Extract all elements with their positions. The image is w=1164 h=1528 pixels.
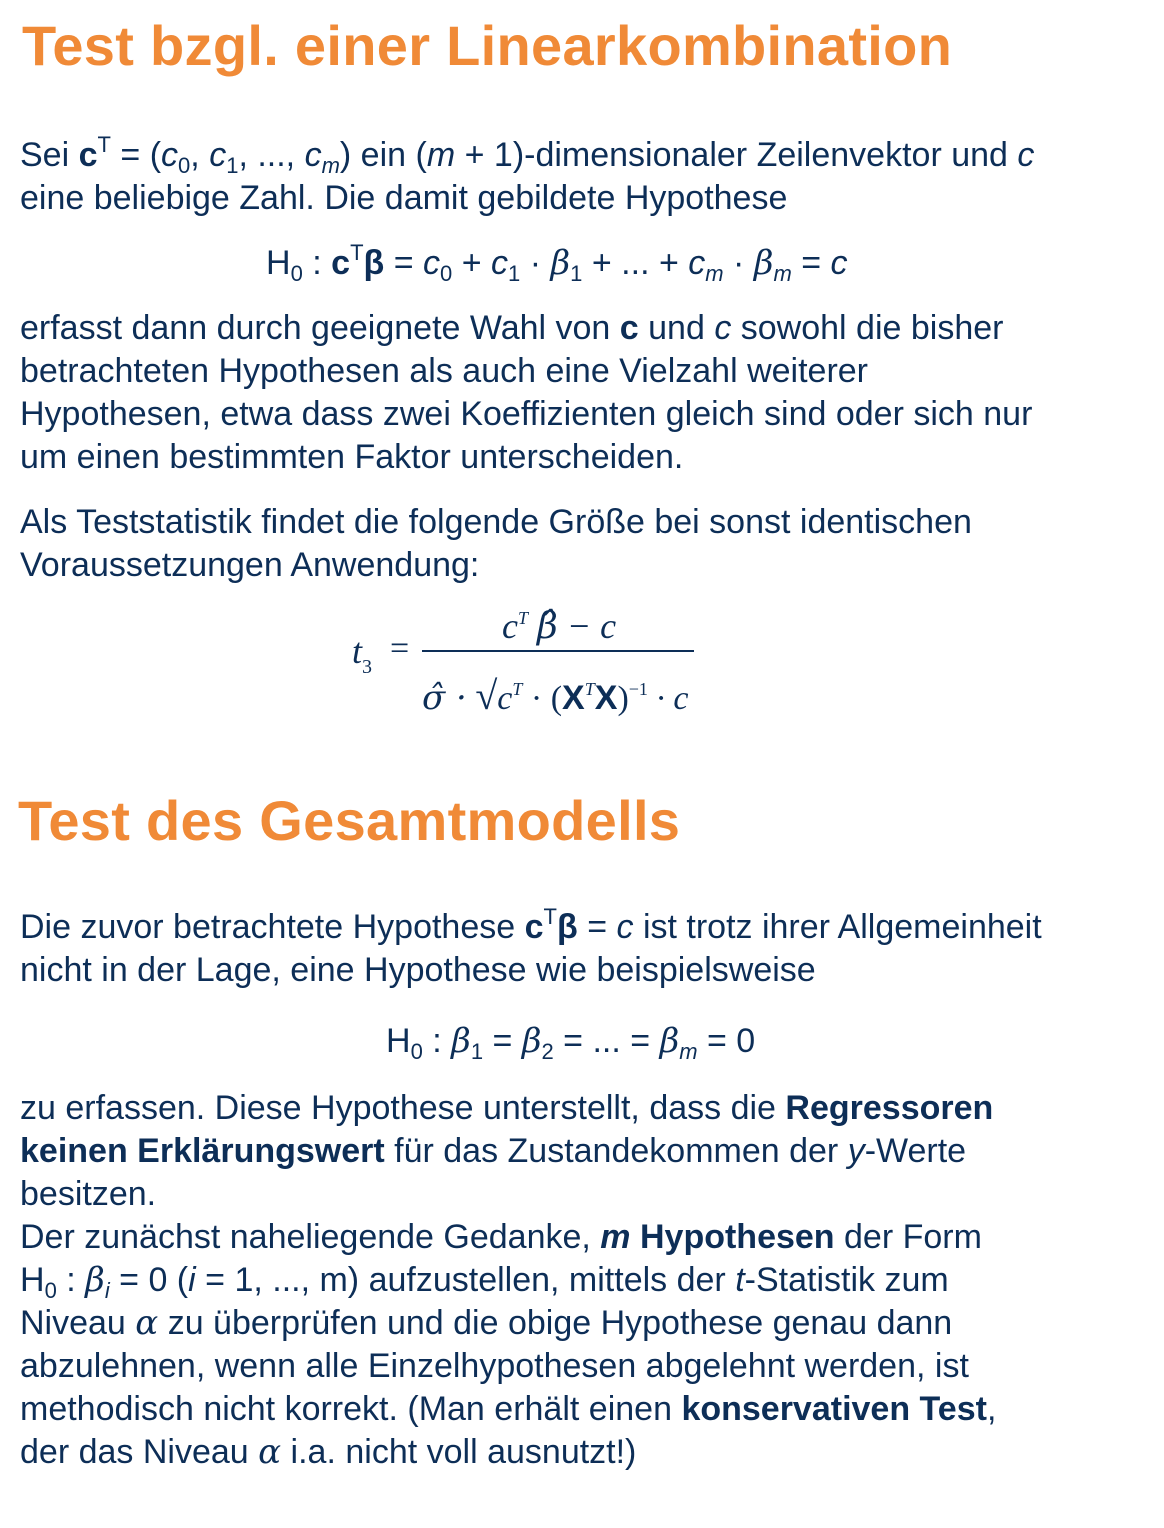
- overall-intro-paragraph: Die zuvor betrachtete Hypothese $c^T\beta = c$ ist trotz ihrer Allgemeinheit nicht in der Lage, eine Hypothese wie beispielsweise: [20, 904, 1042, 989]
- statistic-intro-paragraph: Als Teststatistik findet die folgende Größe bei sonst identischen Voraussetzungen Anwendung:: [20, 503, 972, 584]
- hypothesis-linear-combination: $H_0$ : $c^T\beta = c_0 + c_1 \cdot \beta_1$ + ... + $c_m \cdot \beta_m = c$: [266, 240, 848, 286]
- formula-denominator: σ̂ · $√c^T \cdot (X^TX)^{-1} \cdot c$: [422, 673, 689, 718]
- section-title-linear-combination: Test bzgl. einer Linearkombination: [22, 14, 953, 77]
- section-title-overall-model: Test des Gesamtmodells: [18, 789, 681, 852]
- intro-paragraph: Sei $c^T = (c_0$, $c_1$, ..., $c_m$) ein (m + 1)-dimensionaler Zeilenvektor und c eine beliebige Zahl. Die damit gebildete Hypothese: [20, 132, 1035, 217]
- fraction-bar: [422, 650, 694, 652]
- overall-body-paragraph: zu erfassen. Diese Hypothese unterstellt, dass die Regressoren keinen Erklärungswert für das Zustandekommen der y-Werte besitzen. Der zunächst naheliegende Gedanke, m Hypothesen der Form $H_0$ : $\beta_i = 0$ (i = 1, ..., m) aufzustellen, mittels der t-Statistik zum Niveau α zu überprüfen und die obige Hypothese genau dann abzulehnen, wenn alle Einzelhypothesen abgelehnt werden, ist methodisch nicht korrekt. (Man erhält einen konservativen Test, der das Niveau α i.a. nicht voll ausnutzt!): [20, 1089, 997, 1472]
- test-statistic-formula: $t_3$ = $c^T$ β̂ − c σ̂ · $√c^T \cdot (X^TX)^{-1} \cdot c$: [352, 600, 712, 740]
- explanation-paragraph: erfasst dann durch geeignete Wahl von c und c sowohl die bisher betrachteten Hypothesen als auch eine Vielzahl weiterer Hypothesen, etwa dass zwei Koeffizienten gleich sind oder sich nur um einen bestimmten Faktor unterscheiden.: [20, 309, 1033, 476]
- formula-numerator: $c^T$ β̂ − c: [502, 606, 617, 647]
- hypothesis-overall-model: $H_0$ : $\beta_1 = \beta_2$ = ... = $\beta_m = 0$: [386, 1021, 756, 1064]
- formula-lhs: $t_3$: [352, 631, 373, 678]
